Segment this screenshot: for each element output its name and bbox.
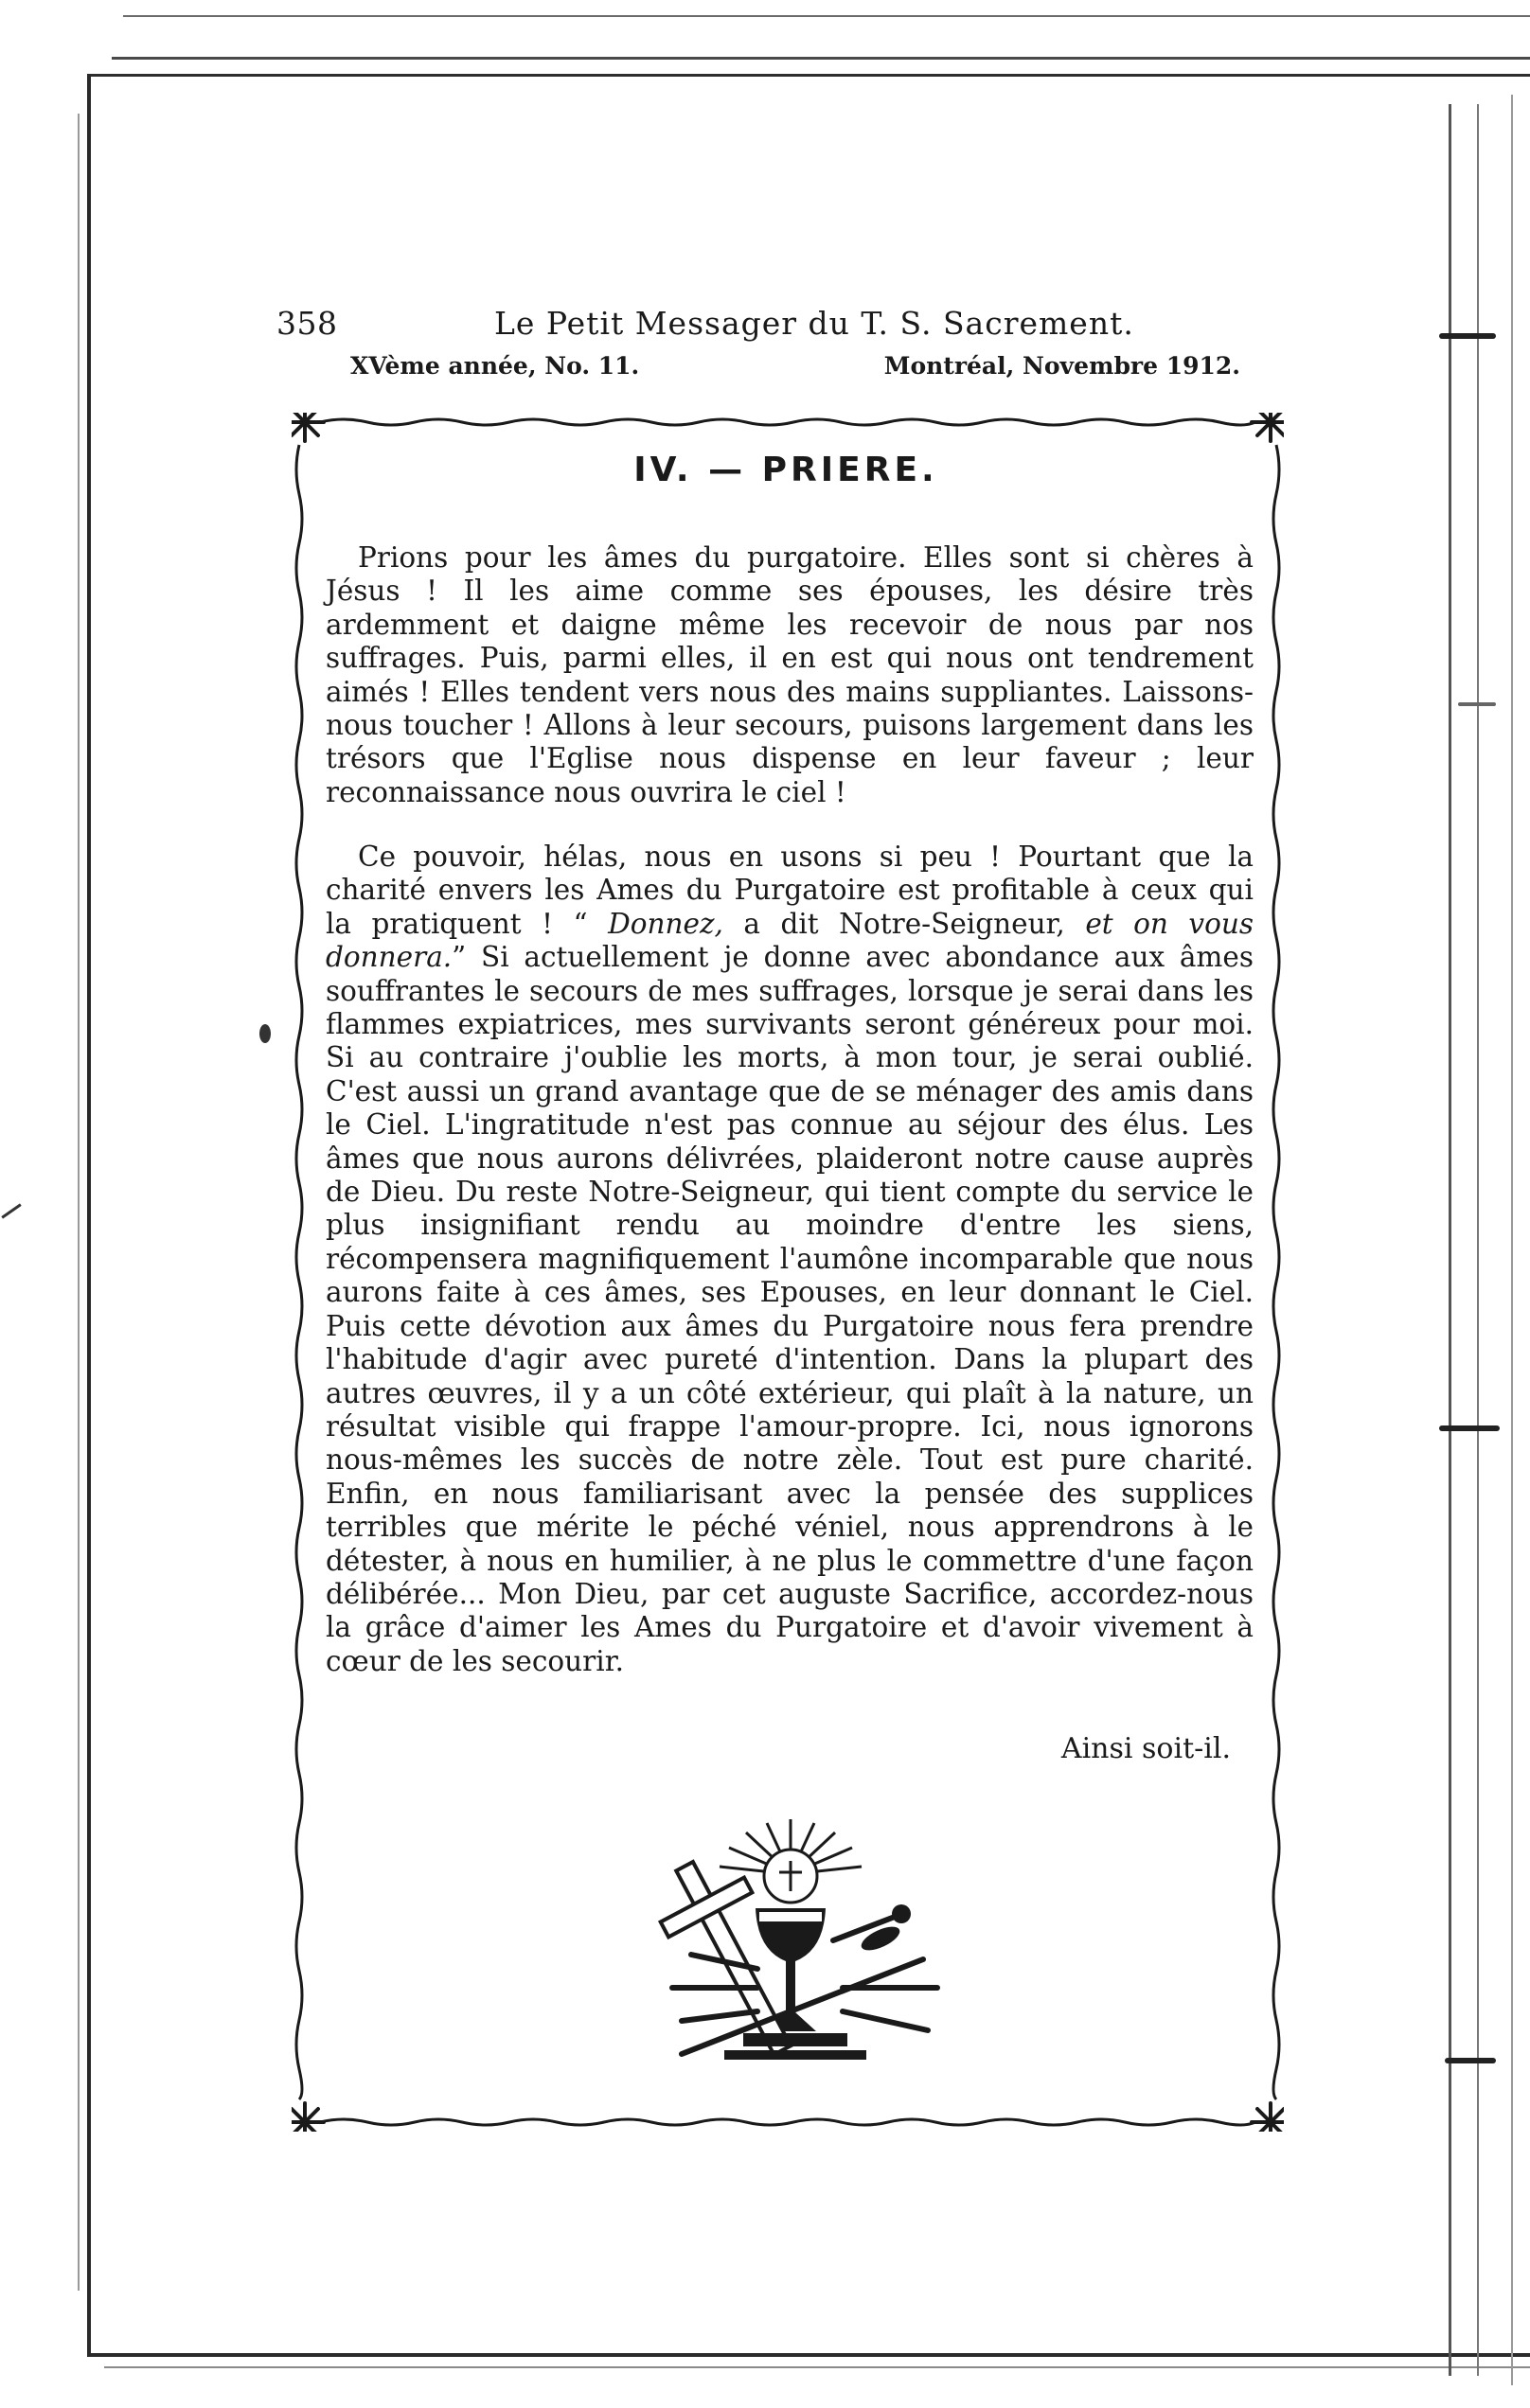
journal-title: Le Petit Messager du T. S. Sacrement. [494,305,1134,342]
adjacent-page-edge-2 [1477,104,1479,2376]
issue-line [350,352,1240,390]
chalice-cross-instruments-emblem-icon [653,1817,947,2073]
binding-mark [1439,1425,1500,1431]
scan-speck [1,1203,21,1218]
running-header [276,305,1242,352]
binding-mark [1439,333,1496,339]
asterisk-ornament-icon [292,2103,324,2132]
binding-mark [1445,2058,1496,2063]
frame-border-left [296,445,302,2099]
asterisk-ornament-icon [292,413,324,441]
page-number: 358 [276,305,338,342]
frame-border-bottom [320,2119,1255,2125]
adjacent-page-edge-3 [1511,95,1513,2385]
closing-amen: Ainsi soit-il. [1060,1732,1231,1765]
page-edge-top-back [123,15,1530,17]
asterisk-ornament-icon [1252,2103,1284,2132]
binding-mark [1458,702,1496,706]
page-edge-left [87,74,91,2355]
frame-border-right [1273,445,1279,2099]
paragraph-1-text: Prions pour les âmes du purgatoire. Elles sont si chères à Jésus ! Il les aime comme ses épouses, les désire très ardemment et daigne même les recevoir de nous par nos suffrages. Puis, parmi elles, il en est qui nous ont tendrement aimés ! Elles tendent vers nous des mains suppliantes. Laissons-nous toucher ! Allons à leur secours, puisons largement dans les trésors que l'Eglise nous dispense en leur faveur ; leur reconnaissance nous ouvrira le ciel ! [326,541,1254,808]
issue-info: XVème année, No. 11. [350,352,640,380]
quote-on-vous-donnera: et on vous donnera. [326,907,1254,974]
paragraph-2-text [326,841,1254,1678]
frame-border-top [320,419,1255,425]
paragraph-1 [326,541,1254,809]
paragraph-2-part-a: Ce pouvoir, hélas, nous en usons si peu ! Pourtant que la charité envers les Ames du Purgatoire est profitable à ceux qui la pratiquent ! “ [326,841,1254,940]
page-edge-bottom [87,2353,1530,2357]
page-edge-top-middle [112,57,1530,60]
paragraph-2-part-b: a dit Notre-Seigneur, [722,907,1086,940]
adjacent-page-edge-1 [1449,104,1451,2376]
page-edge-top [91,74,1530,77]
page-edge-left-back [78,114,80,2291]
paragraph-2 [326,841,1254,1678]
paragraph-2-part-c: ” Si actuellement je donne avec abondance aux âmes souffrantes le secours de mes suffrages, lorsque je serai dans les flammes expiatrices, mes survivants seront généreux pour moi. Si au contraire j'oublie les morts, à mon tour, je serai oublié. C'est aussi un grand avantage que de se ménager des amis dans le Ciel. L'ingratitude n'est pas connue au séjour des élus. Les âmes que nous aurons délivrées, plaideront notre cause auprès de Dieu. Du reste Notre-Seigneur, qui tient compte du service le plus insignifiant rendu au moindre d'entre les siens, récompensera magnifiquement l'aumône incomparable que nous aurons faite à ces âmes, ses Epouses, en leur donnant le Ciel. Puis cette dévotion aux âmes du Purgatoire nous fera prendre l'habitude d'agir avec pureté d'intention. Dans la plupart des autres œuvres, il y a un côté extérieur, qui plaît à la nature, un résultat visible qui frappe l'amour-propre. Ici, nous ignorons nous-mêmes les succès de notre zèle. Tout est pure charité. Enfin, en nous familiarisant avec la pensée des supplices terribles que mérite le péché véniel, nous apprendrons à le détester, à nous en humilier, à ne plus le commettre d'une façon délibérée... Mon Dieu, par cet auguste Sacrifice, accordez-nous la grâce d'aimer les Ames du Purgatoire et d'avoir vivement à cœur de les secourir. [326,941,1254,1677]
section-title: IV. — PRIERE. [633,451,938,489]
asterisk-ornament-icon [1252,413,1284,441]
quote-donnez: Donnez, [608,907,723,940]
page-edge-bottom-back [104,2366,1530,2368]
issue-date: Montréal, Novembre 1912. [883,352,1240,380]
scan-speck [259,1024,271,1043]
